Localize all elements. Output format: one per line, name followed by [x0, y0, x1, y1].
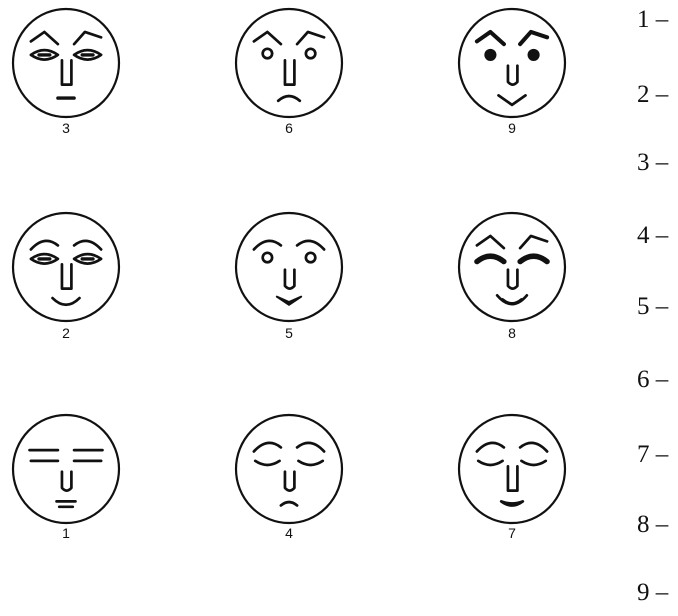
face-features — [477, 443, 547, 506]
nose — [508, 66, 517, 85]
mouth — [53, 298, 80, 305]
nose — [285, 270, 294, 289]
face-features — [477, 236, 547, 304]
nose — [508, 466, 517, 490]
face-features — [254, 32, 324, 101]
answer-line[interactable]: 9 – — [637, 579, 669, 606]
face-number: 2 — [62, 325, 70, 341]
mouth — [499, 95, 526, 104]
answer-line[interactable]: 4 – — [637, 222, 669, 249]
face — [459, 415, 565, 523]
face-number: 6 — [285, 120, 293, 136]
face-features — [477, 32, 547, 105]
answer-line[interactable]: 6 – — [637, 366, 669, 393]
face-outline — [459, 9, 565, 117]
face-features — [254, 241, 324, 305]
nose — [62, 60, 71, 84]
eye-left — [263, 49, 272, 58]
eyebrow-left — [31, 241, 58, 250]
face — [236, 9, 342, 117]
face-features — [30, 450, 103, 507]
face-number: 8 — [508, 325, 516, 341]
eyebrow-left — [254, 443, 281, 452]
face — [236, 415, 342, 523]
face — [236, 213, 342, 321]
face — [459, 9, 565, 117]
eye-right — [306, 253, 315, 262]
answer-line[interactable]: 7 – — [637, 441, 669, 468]
eye-right — [298, 461, 322, 465]
mouth — [501, 501, 523, 505]
mouth — [277, 297, 301, 305]
eyebrow-left — [477, 32, 504, 44]
mouth-inner — [503, 299, 522, 303]
eyebrow-right — [297, 32, 324, 44]
mouth — [278, 96, 300, 101]
face-number: 7 — [508, 525, 516, 541]
eyebrow-right — [297, 241, 324, 250]
face — [13, 415, 119, 523]
answer-line[interactable]: 2 – — [637, 81, 669, 108]
answer-line[interactable]: 1 – — [637, 6, 669, 33]
eyebrow-left — [477, 236, 504, 248]
face — [459, 213, 565, 321]
eye-left — [477, 256, 504, 261]
face-number: 9 — [508, 120, 516, 136]
nose — [62, 264, 71, 288]
eyebrow-right — [74, 241, 101, 250]
answer-line[interactable]: 5 – — [637, 293, 669, 320]
eyebrow-right — [520, 236, 547, 248]
nose — [285, 472, 294, 491]
face — [13, 213, 119, 321]
eyebrow-left — [254, 241, 281, 250]
eyebrow-right — [520, 32, 547, 44]
eye-left — [478, 461, 502, 465]
face-outline — [236, 9, 342, 117]
answer-line[interactable]: 8 – — [637, 511, 669, 538]
eye-left — [255, 461, 279, 465]
face-outline — [236, 415, 342, 523]
eyebrow-right — [297, 443, 324, 452]
face-number: 1 — [62, 525, 70, 541]
face-number: 5 — [285, 325, 293, 341]
mouth — [281, 502, 297, 505]
eye-left — [484, 49, 496, 61]
eye-left — [263, 253, 272, 262]
face-features — [31, 241, 101, 305]
eyebrow-right — [520, 443, 547, 452]
eye-right — [306, 49, 315, 58]
face-outline — [13, 9, 119, 117]
eye-right — [520, 256, 547, 261]
face-features — [31, 32, 101, 98]
nose — [285, 60, 294, 84]
face-number: 4 — [285, 525, 293, 541]
eyebrow-left — [31, 32, 58, 44]
answer-line[interactable]: 3 – — [637, 149, 669, 176]
nose — [508, 270, 517, 289]
eye-right — [521, 461, 545, 465]
nose — [62, 472, 71, 491]
eyebrow-left — [477, 443, 504, 452]
face — [13, 9, 119, 117]
face-number: 3 — [62, 120, 70, 136]
face-features — [254, 443, 324, 506]
eye-right — [528, 49, 540, 61]
eyebrow-right — [74, 32, 101, 44]
eyebrow-left — [254, 32, 281, 44]
